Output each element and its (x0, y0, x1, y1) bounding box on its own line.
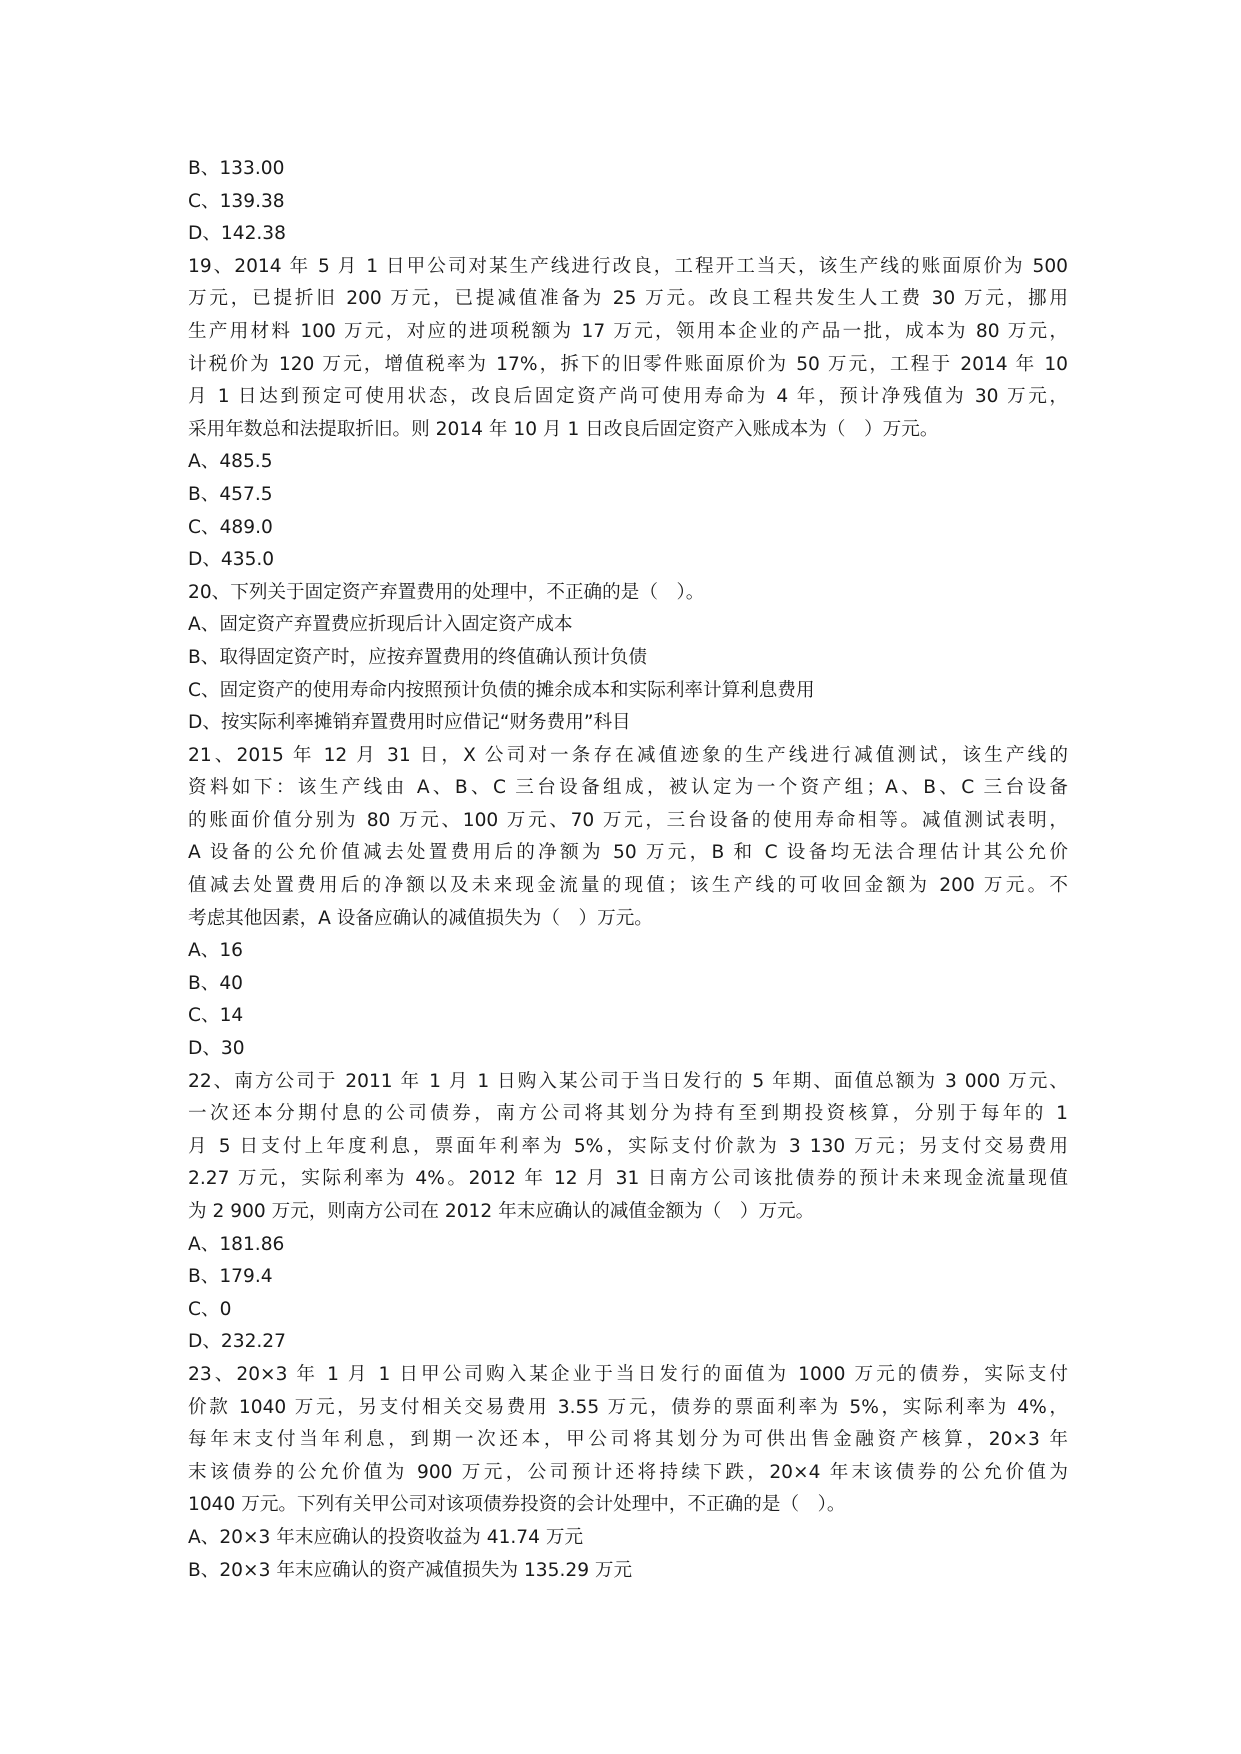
option-line: C、489.0 (188, 516, 273, 538)
question-20-line: 20、下列关于固定资产弃置费用的处理中，不正确的是（ ）。 (188, 581, 705, 603)
document-body (188, 153, 1068, 1587)
option-line: A、485.5 (188, 451, 273, 473)
option-line: B、457.5 (188, 483, 273, 505)
question-21-line: 的账面价值分别为 80 万元、100 万元、70 万元，三台设备的使用寿命相等。减值测试表明， (188, 809, 1068, 831)
question-23-line: 末该债券的公允价值为 900 万元，公司预计还将持续下跌，20×4 年末该债券的公允价值为 (188, 1461, 1068, 1483)
question-19-line: 19、2014 年 5 月 1 日甲公司对某生产线进行改良，工程开工当天，该生产线的账面原价为 500 (188, 255, 1068, 277)
option-line: B、取得固定资产时，应按弃置费用的终值确认预计负债 (188, 646, 648, 668)
question-23-line: 价款 1040 万元，另支付相关交易费用 3.55 万元，债券的票面利率为 5%，实际利率为 4%， (188, 1396, 1068, 1418)
option-line: D、30 (188, 1038, 245, 1060)
option-line: A、16 (188, 940, 243, 962)
question-21-line: A 设备的公允价值减去处置费用后的净额为 50 万元，B 和 C 设备均无法合理估计其公允价 (188, 842, 1068, 864)
option-line: D、按实际利率摊销弃置费用时应借记“财务费用”科目 (188, 712, 631, 734)
option-line: D、142.38 (188, 223, 286, 245)
option-line: A、固定资产弃置费应折现后计入固定资产成本 (188, 614, 573, 636)
question-23-line: 1040 万元。下列有关甲公司对该项债券投资的会计处理中，不正确的是（ ）。 (188, 1494, 846, 1516)
option-line: D、435.0 (188, 549, 275, 571)
option-line: B、133.00 (188, 158, 285, 179)
question-19-line: 月 1 日达到预定可使用状态，改良后固定资产尚可使用寿命为 4 年，预计净残值为 30 万元， (188, 386, 1068, 408)
question-22-line: 22、南方公司于 2011 年 1 月 1 日购入某公司于当日发行的 5 年期、面值总额为 3 000 万元、 (188, 1070, 1068, 1092)
option-line: C、0 (188, 1298, 232, 1320)
question-22-line: 月 5 日支付上年度利息，票面年利率为 5%，实际支付价款为 3 130 万元；另支付交易费用 (188, 1135, 1068, 1157)
question-21-line: 考虑其他因素，A 设备应确认的减值损失为（ ）万元。 (188, 907, 653, 929)
question-19-line: 计税价为 120 万元，增值税率为 17%，拆下的旧零件账面原价为 50 万元，工程于 2014 年 10 (188, 353, 1068, 375)
option-line: C、固定资产的使用寿命内按照预计负债的摊余成本和实际利率计算利息费用 (188, 679, 815, 701)
question-19-line: 采用年数总和法提取折旧。则 2014 年 10 月 1 日改良后固定资产入账成本为（ ）万元。 (188, 418, 939, 440)
option-line: D、232.27 (188, 1331, 286, 1353)
option-line: B、20×3 年末应确认的资产减值损失为 135.29 万元 (188, 1559, 633, 1581)
option-line: A、20×3 年末应确认的投资收益为 41.74 万元 (188, 1526, 584, 1548)
question-22-line: 一次还本分期付息的公司债券，南方公司将其划分为持有至到期投资核算，分别于每年的 1 (188, 1103, 1068, 1125)
question-21-line: 资料如下：该生产线由 A、B、C 三台设备组成，被认定为一个资产组；A、B、C 三台设备 (188, 777, 1068, 799)
question-19-line: 生产用材料 100 万元，对应的进项税额为 17 万元，领用本企业的产品一批，成本为 80 万元， (188, 320, 1068, 342)
option-line: B、179.4 (188, 1266, 273, 1288)
question-19-line: 万元，已提折旧 200 万元，已提减值准备为 25 万元。改良工程共发生人工费 30 万元，挪用 (188, 288, 1068, 310)
option-line: C、14 (188, 1005, 244, 1027)
question-22-line: 为 2 900 万元，则南方公司在 2012 年末应确认的减值金额为（ ）万元。 (188, 1201, 815, 1222)
question-21-line: 值减去处置费用后的净额以及未来现金流量的现值；该生产线的可收回金额为 200 万元。不 (188, 875, 1068, 897)
question-23-line: 23、20×3 年 1 月 1 日甲公司购入某企业于当日发行的面值为 1000 万元的债券，实际支付 (188, 1363, 1068, 1385)
question-21-line: 21、2015 年 12 月 31 日，X 公司对一条存在减值迹象的生产线进行减值测试，该生产线的 (188, 744, 1068, 766)
question-22-line: 2.27 万元，实际利率为 4%。2012 年 12 月 31 日南方公司该批债券的预计未来现金流量现值 (188, 1168, 1068, 1190)
option-line: B、40 (188, 972, 244, 994)
question-23-line: 每年末支付当年利息，到期一次还本，甲公司将其划分为可供出售金融资产核算，20×3 年 (188, 1429, 1068, 1451)
option-line: A、181.86 (188, 1233, 285, 1255)
option-line: C、139.38 (188, 190, 285, 212)
